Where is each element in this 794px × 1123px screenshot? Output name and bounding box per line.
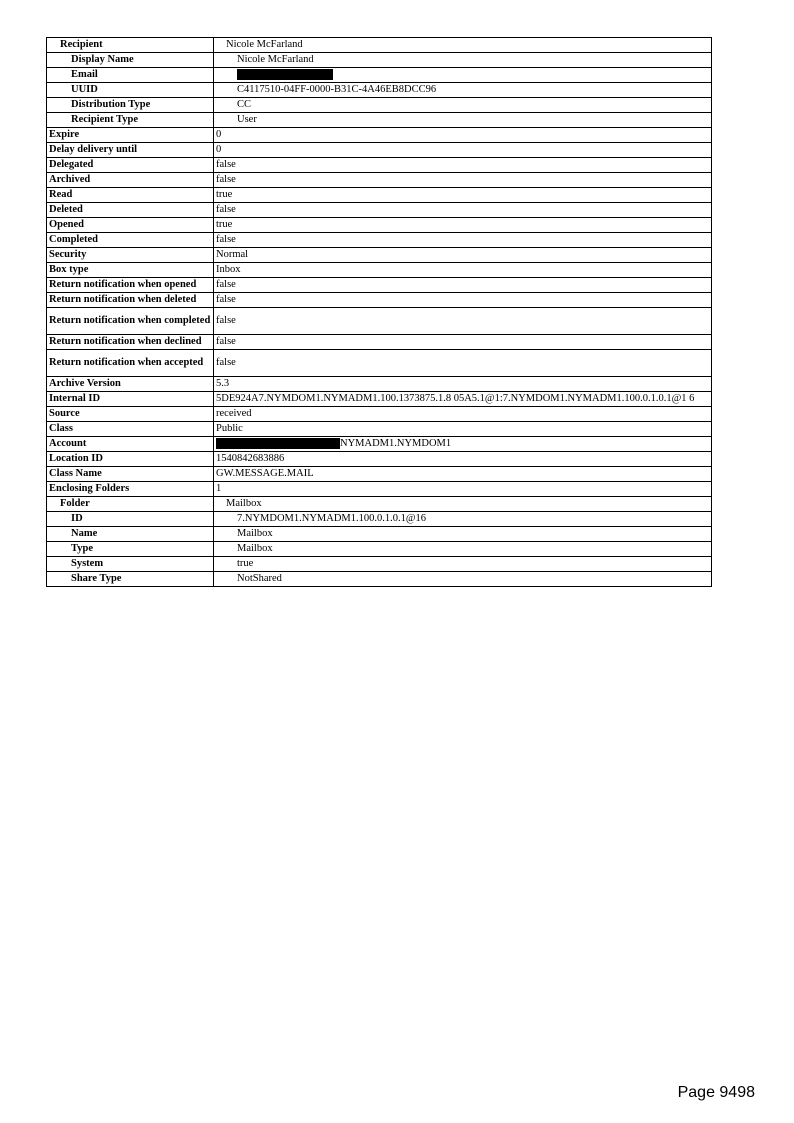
property-value: true [214,188,712,203]
table-row [47,422,712,437]
property-key: Archive Version [47,377,214,392]
property-key: Delay delivery until [47,143,214,158]
property-value: Inbox [214,263,712,278]
property-key: Class [47,422,214,437]
property-key: Class Name [47,467,214,482]
table-row [47,452,712,467]
property-value: false [214,203,712,218]
property-value-text: NYMADM1.NYMDOM1 [340,438,452,449]
property-key: Completed [47,233,214,248]
property-value: false [214,233,712,248]
table-row [47,218,712,233]
table-row [47,83,712,98]
property-key: Delegated [47,158,214,173]
table-row [47,392,712,407]
property-key: Box type [47,263,214,278]
properties-rows [47,38,712,587]
property-value: Mailbox [214,542,712,557]
property-key: UUID [47,83,214,98]
property-value: received [214,407,712,422]
table-row [47,53,712,68]
property-key: Return notification when completed [47,308,214,335]
property-key: Type [47,542,214,557]
table-row [47,542,712,557]
property-key: Return notification when accepted [47,350,214,377]
property-key: Return notification when declined [47,335,214,350]
redaction-block [237,69,333,80]
property-value: false [214,350,712,377]
property-key: Opened [47,218,214,233]
table-row [47,233,712,248]
property-key: Return notification when opened [47,278,214,293]
property-value: false [214,158,712,173]
redaction-block [216,438,340,449]
table-row [47,98,712,113]
table-row [47,173,712,188]
property-value: false [214,278,712,293]
property-value: Normal [214,248,712,263]
property-key: Account [47,437,214,452]
property-key: Recipient [47,38,214,53]
property-value: C4117510-04FF-0000-B31C-4A46EB8DCC96 [214,83,712,98]
property-value: CC [214,98,712,113]
property-value [214,437,712,452]
property-value: Nicole McFarland [214,38,712,53]
property-value: Mailbox [214,497,712,512]
property-value: 7.NYMDOM1.NYMADM1.100.0.1.0.1@16 [214,512,712,527]
property-value: 1540842683886 [214,452,712,467]
property-key: Location ID [47,452,214,467]
property-value: false [214,293,712,308]
table-row [47,143,712,158]
property-value: 5DE924A7.NYMDOM1.NYMADM1.100.1373875.1.8 05A5.1@1:7.NYMDOM1.NYMADM1.100.0.1.0.1@1 6 [214,392,712,407]
table-row [47,377,712,392]
table-row [47,38,712,53]
table-row [47,158,712,173]
properties-table [46,37,712,587]
property-key: Email [47,68,214,83]
property-key: Recipient Type [47,113,214,128]
table-row [47,188,712,203]
property-value: false [214,173,712,188]
table-row [47,113,712,128]
property-value: 5.3 [214,377,712,392]
table-row [47,308,712,335]
property-key: Folder [47,497,214,512]
property-key: Name [47,527,214,542]
table-row [47,248,712,263]
property-key: Expire [47,128,214,143]
property-key: Deleted [47,203,214,218]
table-row [47,293,712,308]
property-key: ID [47,512,214,527]
property-value: 0 [214,143,712,158]
table-row [47,263,712,278]
property-key: Read [47,188,214,203]
property-value: false [214,308,712,335]
property-key: Share Type [47,572,214,587]
table-row [47,527,712,542]
property-value: false [214,335,712,350]
page-number: Page 9498 [677,1084,755,1101]
table-row [47,482,712,497]
property-value [214,68,712,83]
property-value: Mailbox [214,527,712,542]
property-value: 0 [214,128,712,143]
table-row [47,203,712,218]
table-row [47,128,712,143]
property-key: Source [47,407,214,422]
property-key: Internal ID [47,392,214,407]
table-row [47,335,712,350]
property-value: true [214,218,712,233]
table-row [47,437,712,452]
property-value: Nicole McFarland [214,53,712,68]
property-value: Public [214,422,712,437]
table-row [47,350,712,377]
property-key: Enclosing Folders [47,482,214,497]
table-row [47,407,712,422]
table-row [47,572,712,587]
table-row [47,467,712,482]
property-value: true [214,557,712,572]
property-key: Archived [47,173,214,188]
table-row [47,497,712,512]
table-row [47,278,712,293]
property-key: Display Name [47,53,214,68]
property-value: User [214,113,712,128]
table-row [47,68,712,83]
table-row [47,557,712,572]
property-key: Distribution Type [47,98,214,113]
property-value: 1 [214,482,712,497]
table-row [47,512,712,527]
property-key: System [47,557,214,572]
property-key: Return notification when deleted [47,293,214,308]
property-value: GW.MESSAGE.MAIL [214,467,712,482]
property-value: NotShared [214,572,712,587]
property-key: Security [47,248,214,263]
